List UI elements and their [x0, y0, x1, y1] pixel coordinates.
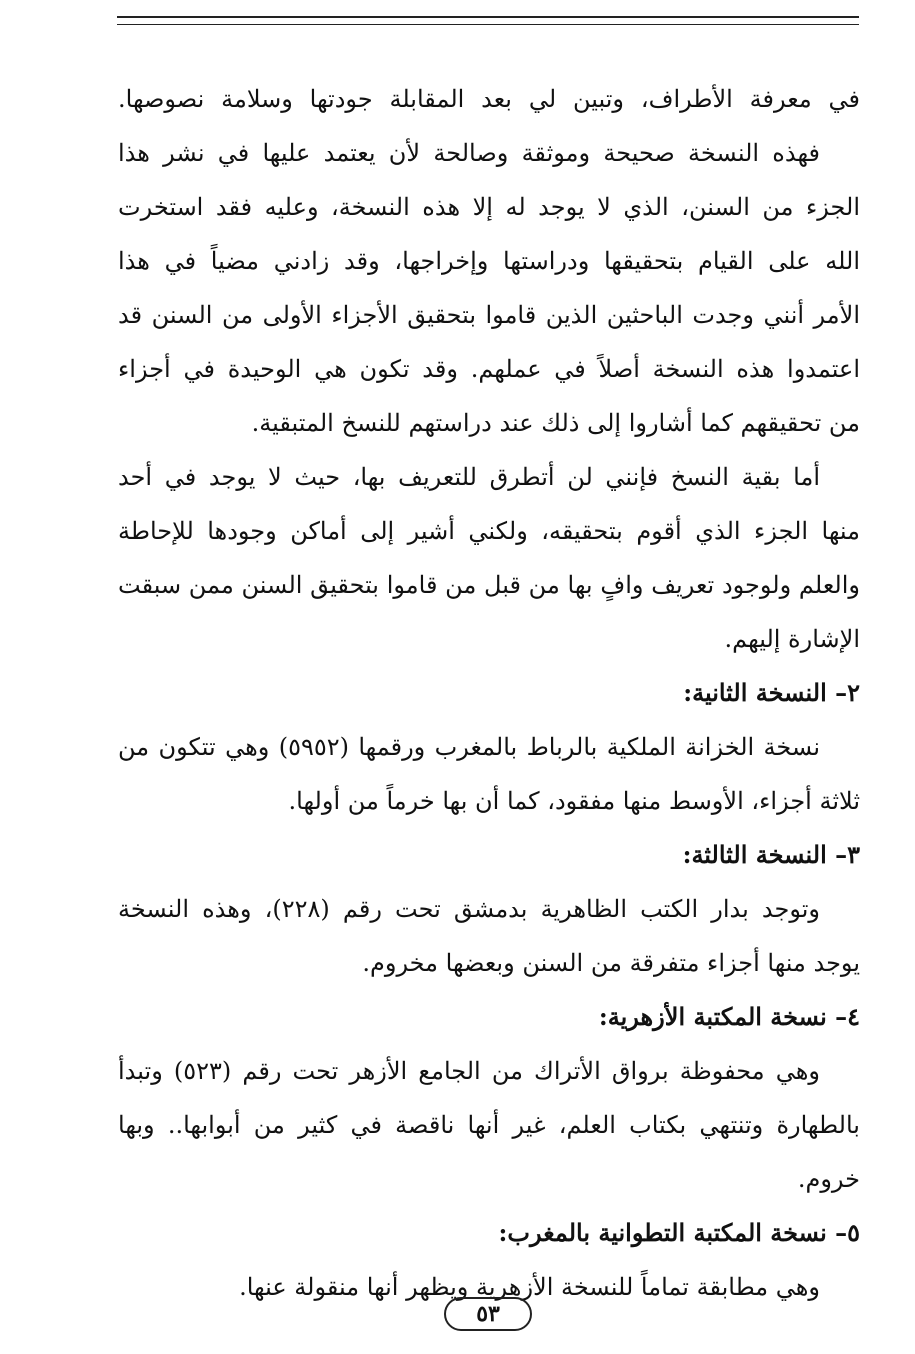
text-line: وهي مطابقة تماماً للنسخة الأزهرية ويظهر أنها منقولة عنها.: [239, 1273, 820, 1301]
page-number: ٥٣: [444, 1297, 532, 1331]
section-heading-2: ٢– النسخة الثانية:: [683, 678, 860, 707]
text-line: نسخة الخزانة الملكية بالرباط بالمغرب ورقمها (٥٩٥٢) وهي تتكون من: [118, 733, 820, 761]
text-line: وتوجد بدار الكتب الظاهرية بدمشق تحت رقم (٢٢٨)، وهذه النسخة: [118, 895, 821, 923]
text-line: من تحقيقهم كما أشاروا إلى ذلك عند دراستهم للنسخ المتبقية.: [251, 409, 860, 437]
text-line: خروم.: [797, 1165, 860, 1193]
text-line: منها الجزء الذي أقوم بتحقيقه، ولكني أشير إلى أماكن وجودها للإحاطة: [118, 517, 860, 545]
section-heading-3: ٣– النسخة الثالثة:: [682, 840, 860, 869]
page-body: [118, 72, 860, 1314]
header-rule-top: [117, 16, 859, 18]
text-line: أما بقية النسخ فإنني لن أتطرق للتعريف بها، حيث لا يوجد في أحد: [118, 463, 820, 491]
text-line: في معرفة الأطراف، وتبين لي بعد المقابلة جودتها وسلامة نصوصها.: [118, 85, 860, 113]
text-line: ثلاثة أجزاء، الأوسط منها مفقود، كما أن بها خرماً من أولها.: [288, 787, 860, 815]
text-line: وهي محفوظة برواق الأتراك من الجامع الأزهر تحت رقم (٥٢٣) وتبدأ: [118, 1057, 820, 1085]
text-line: فهذه النسخة صحيحة وموثقة وصالحة لأن يعتمد عليها في نشر هذا: [118, 139, 820, 167]
text-line: الجزء من السنن، الذي لا يوجد له إلا هذه النسخة، وعليه فقد استخرت: [118, 193, 860, 221]
text-line: والعلم ولوجود تعريف وافٍ بها من قبل من قاموا بتحقيق السنن ممن سبقت: [118, 571, 860, 599]
text-line: الإشارة إليهم.: [724, 625, 860, 653]
section-heading-5: ٥– نسخة المكتبة التطوانية بالمغرب:: [498, 1218, 860, 1247]
text-line: اعتمدوا هذه النسخة أصلاً في عملهم. وقد تكون هي الوحيدة في أجزاء: [118, 355, 860, 383]
text-line: الأمر أنني وجدت الباحثين الذين قاموا بتحقيق الأجزاء الأولى من السنن قد: [118, 301, 860, 329]
text-line: يوجد منها أجزاء متفرقة من السنن وبعضها مخروم.: [362, 949, 860, 977]
section-heading-4: ٤– نسخة المكتبة الأزهرية:: [598, 1002, 860, 1031]
header-rule-bottom: [117, 24, 859, 25]
text-line: بالطهارة وتنتهي بكتاب العلم، غير أنها ناقصة في كثير من أبوابها.. وبها: [118, 1111, 860, 1139]
text-line: الله على القيام بتحقيقها ودراستها وإخراجها، وقد زادني مضياً في هذا: [118, 247, 860, 275]
